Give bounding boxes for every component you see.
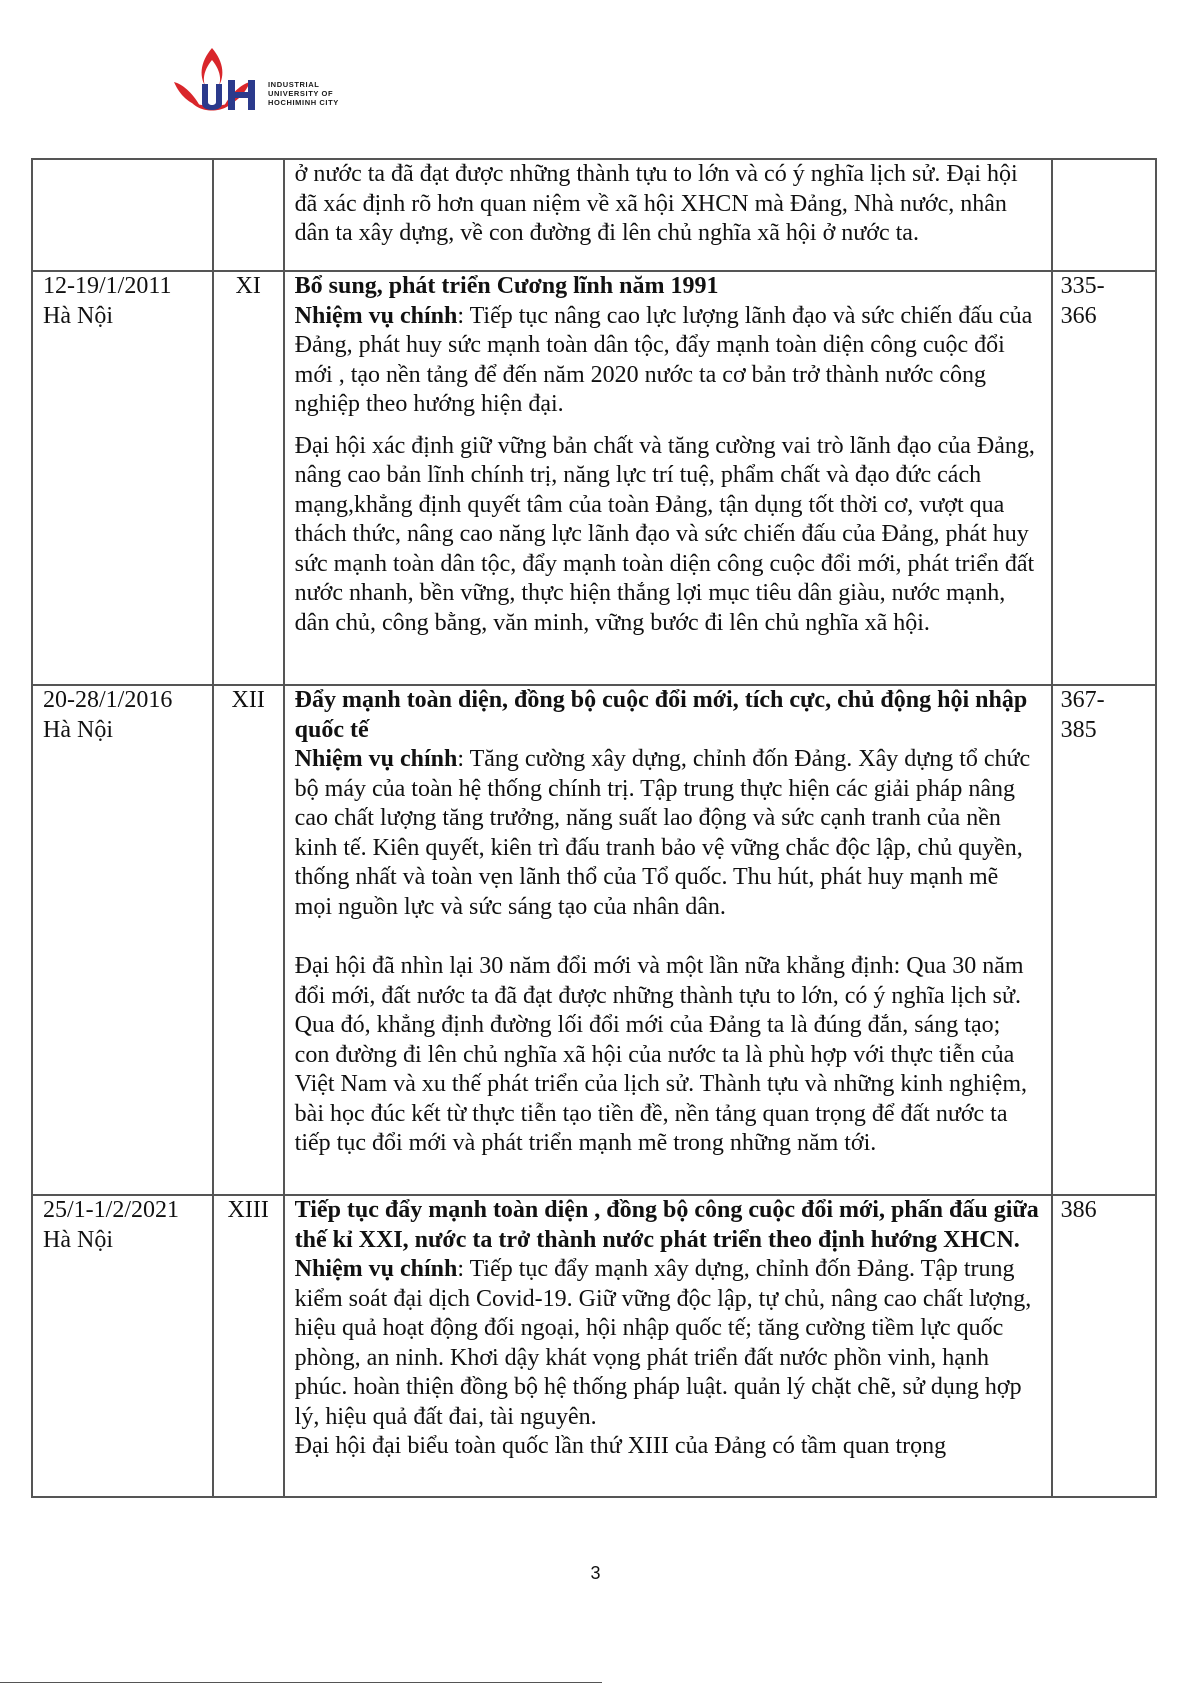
- logo-wordmark: [268, 80, 339, 107]
- main-task-text: : Tiếp tục đẩy mạnh xây dựng, chỉnh đốn Đảng. Tập trung kiểm soát đại dịch Covid-19. Giữ vững độc lập, tự chủ, nâng cao chất lượng, hiệu quả hoạt động đối ngoại, hội nhập quốc tế; tăng cường tiềm lực quốc phòng, an ninh. Khơi dậy khát vọng phát triển đất nước phồn vinh, hạnh phúc. hoàn thiện đồng bộ hệ thống pháp luật. quản lý chặt chẽ, sử dụng hợp lý, hiệu quả đất đai, tài nguyên.: [294, 1256, 1032, 1430]
- content-paragraph: ở nước ta đã đạt được những thành tựu to lớn và có ý nghĩa lịch sử. Đại hội đã xác định rõ hơn quan niệm về xã hội XHCN mà Đảng, Nhà nước, nhân dân ta xây dựng, về con đường đi lên chủ nghĩa xã hội ở nước ta.: [294, 161, 1018, 246]
- logo-line-1: INDUSTRIAL: [268, 80, 320, 89]
- congress-number-cell: [213, 159, 284, 271]
- congress-date: 25/1-1/2/2021: [43, 1197, 179, 1223]
- table-row: [32, 271, 1156, 685]
- congress-number-cell: XIII: [213, 1195, 284, 1497]
- main-task-label: Nhiệm vụ chính: [294, 746, 458, 772]
- table-row: [32, 1195, 1156, 1497]
- congress-title: Đẩy mạnh toàn diện, đồng bộ cuộc đổi mới, tích cực, chủ động hội nhập quốc tế: [294, 687, 1028, 743]
- congress-date: 20-28/1/2016: [43, 687, 173, 713]
- logo-flame-icon: [202, 48, 223, 90]
- congress-number-cell: XI: [213, 271, 284, 685]
- congress-number-cell: XII: [213, 685, 284, 1195]
- main-task-label: Nhiệm vụ chính: [294, 1256, 458, 1282]
- main-task: [295, 1255, 1041, 1432]
- date-cell: [32, 1195, 213, 1497]
- congress-place: Hà Nội: [43, 716, 113, 743]
- main-task-label: Nhiệm vụ chính: [294, 302, 458, 329]
- main-task: [295, 302, 1041, 420]
- date-cell: [32, 685, 213, 1195]
- date-cell: [32, 271, 213, 685]
- congress-table: [31, 158, 1157, 1498]
- content-cell: [284, 685, 1052, 1195]
- pages-cell: 335- 366: [1052, 271, 1156, 685]
- congress-title: Tiếp tục đẩy mạnh toàn diện , đồng bộ công cuộc đổi mới, phấn đấu giữa thế kỉ XXI, nước ta trở thành nước phát triển theo định hướng XHCN.: [294, 1197, 1039, 1253]
- table-row: [32, 159, 1156, 271]
- content-cell: [284, 159, 1052, 271]
- content-paragraph: Đại hội đại biểu toàn quốc lần thứ XIII của Đảng có tầm quan trọng: [294, 1433, 947, 1459]
- pages-cell: 367- 385: [1052, 685, 1156, 1195]
- congress-place: Hà Nội: [43, 302, 113, 329]
- date-cell: [32, 159, 213, 271]
- main-task: [295, 745, 1041, 922]
- logo-line-3: HOCHIMINH CITY: [268, 98, 339, 107]
- page-number: 3: [590, 1563, 601, 1583]
- congress-title: Bổ sung, phát triển Cương lĩnh năm 1991: [294, 273, 719, 299]
- footer-divider: [0, 1682, 602, 1683]
- main-task-text: : Tăng cường xây dựng, chỉnh đốn Đảng. Xây dựng tổ chức bộ máy của toàn hệ thống chính trị. Tập trung thực hiện các giải pháp nâng cao chất lượng tăng trưởng, năng suất lao động và sức cạnh tranh của nền kinh tế. Kiên quyết, kiên trì đấu tranh bảo vệ vững chắc độc lập, chủ quyền, thống nhất và toàn vẹn lãnh thổ của Tổ quốc. Thu hút, phát huy mạnh mẽ mọi nguồn lực và sức sáng tạo của nhân dân.: [294, 746, 1031, 920]
- congress-place: Hà Nội: [43, 1226, 113, 1253]
- table-row: [32, 685, 1156, 1195]
- congress-date: 12-19/1/2011: [43, 273, 172, 299]
- logo-line-2: UNIVERSITY OF: [268, 89, 334, 98]
- content-cell: [284, 1195, 1052, 1497]
- content-paragraph: Đại hội xác định giữ vững bản chất và tăng cường vai trò lãnh đạo của Đảng, nâng cao bản lĩnh chính trị, năng lực trí tuệ, phẩm chất và đạo đức cách mạng,khẳng định quyết tâm của toàn Đảng, tận dụng tốt thời cơ, vượt qua thách thức, nâng cao năng lực lãnh đạo và sức chiến đấu của Đảng, phát huy sức mạnh toàn dân tộc, đẩy mạnh toàn diện công cuộc đổi mới, phát triển đất nước nhanh, bền vững, thực hiện thắng lợi mục tiêu dân giàu, nước mạnh, dân chủ, công bằng, văn minh, vững bước đi lên chủ nghĩa xã hội.: [294, 432, 1035, 636]
- pages-cell: 386: [1052, 1195, 1156, 1497]
- logo-leaf-left: [174, 82, 200, 106]
- content-cell: [284, 271, 1052, 685]
- logo-h-letter: [228, 80, 255, 110]
- logo-u-letter: [202, 84, 222, 110]
- pages-cell: [1052, 159, 1156, 271]
- content-paragraph: Đại hội đã nhìn lại 30 năm đổi mới và một lần nữa khẳng định: Qua 30 năm đổi mới, đất nước ta đã đạt được những thành tựu to lớn, có ý nghĩa lịch sử. Qua đó, khẳng định đường lối đổi mới của Đảng ta là đúng đắn, sáng tạo; con đường đi lên chủ nghĩa xã hội của nước ta là phù hợp với thực tiễn của Việt Nam và xu thế phát triển của lịch sử. Thành tựu và những kinh nghiệm, bài học đúc kết từ thực tiễn tạo tiền đề, nền tảng quan trọng để đất nước ta tiếp tục đổi mới và phát triển mạnh mẽ trong những năm tới.: [294, 953, 1027, 1156]
- main-task-text: : Tiếp tục nâng cao lực lượng lãnh đạo và sức chiến đấu của Đảng, phát huy sức mạnh toàn dân tộc, đẩy mạnh toàn diện công cuộc đổi mới , tạo nền tảng để đến năm 2020 nước ta cơ bản trở thành nước công nghiệp theo hướng hiện đại.: [294, 302, 1033, 417]
